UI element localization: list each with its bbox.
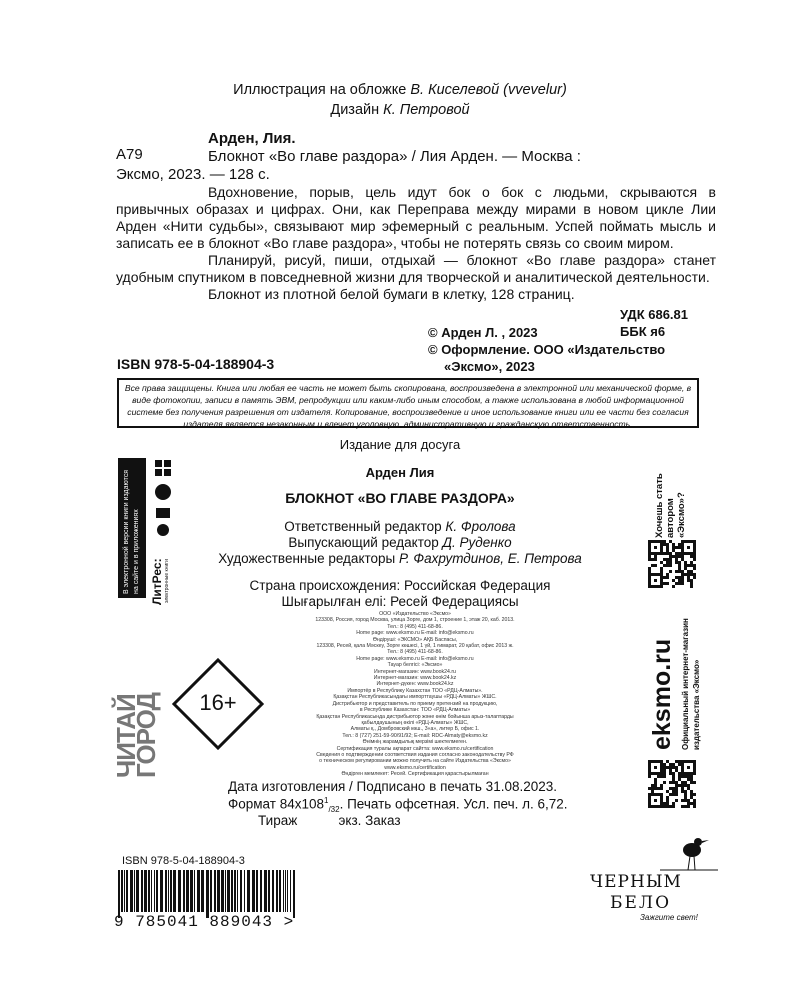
copyright-design-2: «Эксмо», 2023 — [444, 359, 535, 374]
responsible-editor-label: Ответственный редактор — [284, 519, 446, 534]
publisher-line: Дистрибьютор и представитель по приему претензий на продукцию, — [332, 700, 498, 707]
barcode-bar — [194, 870, 195, 912]
publisher-line: 123308, Россия, город Москва, улица Зорге, дом 1, строение 1, этаж 20, каб. 2013. — [315, 617, 515, 624]
barcode-bar — [237, 870, 238, 912]
tirage-line: Тираж экз. Заказ — [258, 813, 401, 828]
barcode-digits: 9 785041 889043 > — [114, 913, 295, 931]
eksmo-url: eksmo.ru — [648, 638, 676, 750]
publisher-line: Интернет-магазин: www.book24.kz — [373, 675, 457, 682]
bbk-code: ББК я6 — [620, 324, 666, 339]
design-credit-prefix: Дизайн — [330, 102, 384, 118]
publisher-line: Тел.: 8 (495) 411-68-86. — [387, 623, 443, 630]
barcode-bar — [210, 870, 212, 912]
responsible-editor — [200, 519, 600, 534]
publisher-line: қабылдаушының өкілі «РДЦ-Алматы» ЖШС, — [361, 719, 469, 726]
design-credit — [0, 100, 800, 120]
annotation-para-2: Планируй, рисуй, пиши, отдыхай — блокнот «Во главе раздора» станет удобным спутником в повседневной жизни для творческой и аналитической деятельности. — [116, 252, 716, 285]
publisher-line: ООО «Издательство «Эксмо» — [379, 611, 451, 617]
barcode-bar — [144, 870, 147, 912]
qr-code-icon — [648, 760, 696, 808]
art-editors-label: Художественные редакторы — [218, 551, 399, 566]
print-date: Дата изготовления / Подписано в печать 31.08.2023. — [228, 779, 557, 794]
logo-line2: БЕЛО — [610, 893, 672, 913]
publisher-line: 123308, Ресей, қала Мәскеу, Зорге көшесі, 1 үй, 1 ғимарат, 20 қабат, офис 2013 ж. — [316, 643, 514, 650]
publisher-line: Қазақстан Республикасында дистрибьютор және өнім бойынша арыз-талаптарды — [316, 713, 514, 720]
barcode-bar — [148, 870, 150, 912]
barcode-bar — [173, 870, 176, 912]
country-of-origin-kz: Шығарылған елі: Ресей Федерациясы — [281, 594, 519, 609]
library-title-line2: Эксмо, 2023. — 128 с. — [116, 166, 270, 183]
age-rating-badge — [172, 658, 264, 750]
publisher-line: Өндіруші: «ЭКСМО» АҚБ Баспасы, — [372, 636, 458, 643]
barcode-bar — [256, 870, 258, 912]
barcode-bar — [247, 870, 250, 912]
cover-credit-name: В. Киселевой (vvevelur) — [410, 82, 567, 98]
eksmo-sub: Официальный интернет-магазин издательства «Эксмо» — [681, 618, 701, 750]
library-annotation — [116, 184, 716, 303]
barcode-bar — [124, 870, 125, 912]
publisher-line: Home page: www.eksmo.ru E-mail: info@eksmo.ru — [356, 655, 474, 662]
format-subscript: /32 — [328, 805, 340, 815]
annotation-para-3: Блокнот из плотной белой бумаги в клетку, 128 страниц. — [208, 286, 575, 302]
barcode-bar — [130, 870, 133, 912]
barcode-bar — [225, 870, 226, 912]
publisher-line: о техническом регулировании можно получить на сайте Издательства «Эксмо» — [319, 758, 511, 765]
publisher-line: Импортёр в Республику Казахстан ТОО «РДЦ-Алматы». — [347, 687, 483, 694]
platform-icons — [152, 458, 174, 538]
barcode-bar — [285, 870, 286, 912]
barcode-bar — [168, 870, 169, 912]
design-credit-name: К. Петровой — [383, 102, 470, 118]
chitai-gorod-text: ЧИТАЙ ГОРОД — [111, 692, 161, 778]
logo-tagline: Зажгите свет! — [640, 913, 698, 922]
barcode-bar — [165, 870, 167, 912]
litres-banner-text: В электронной версии книги издаются на сайте и в приложениях — [123, 469, 140, 594]
barcode-bar — [214, 870, 216, 912]
barcode-bar — [244, 870, 245, 912]
barcode-bar — [217, 870, 220, 912]
qr-code-icon — [648, 540, 696, 588]
barcode-bar — [283, 870, 284, 912]
art-editors — [200, 551, 600, 566]
barcode-bar — [170, 870, 172, 912]
litres-banner — [118, 458, 146, 598]
app-store-icons — [152, 458, 174, 538]
cover-credit-prefix: Иллюстрация на обложке — [233, 82, 411, 98]
format-prefix: Формат 84x108 — [228, 796, 324, 812]
barcode-bar — [221, 870, 224, 912]
release-editor-label: Выпускающий редактор — [288, 535, 443, 550]
library-title-line: Блокнот «Во главе раздора» / Лия Арден. — Москва : — [208, 148, 581, 165]
barcode-bar — [134, 870, 135, 912]
barcode-bar — [240, 870, 242, 912]
barcode-bar — [206, 870, 209, 918]
print-format — [228, 796, 568, 814]
barcode-bar — [154, 870, 155, 912]
barcode-bar — [121, 870, 123, 912]
country-of-origin: Страна происхождения: Российская Федерация — [249, 578, 551, 593]
barcode-bar — [287, 870, 288, 912]
barcode-bar — [264, 870, 267, 912]
barcode-bar — [156, 870, 158, 912]
barcode-bar — [293, 870, 295, 918]
format-suffix: . Печать офсетная. Усл. печ. л. 6,72. — [339, 796, 568, 812]
release-editor-name: Д. Руденко — [442, 535, 512, 550]
barcode-bar — [260, 870, 262, 912]
isbn-top: ISBN 978-5-04-188904-3 — [117, 356, 275, 372]
logo-line1: ЧЕРНЫМ — [590, 872, 682, 892]
bird-drawing — [660, 828, 720, 876]
qr-code-bottom — [648, 760, 696, 808]
barcode-bar — [272, 870, 274, 912]
barcode-bar — [227, 870, 230, 912]
annotation-para-1: Вдохновение, порыв, цель идут бок о бок с людьми, скрываются в привычных образах и цифрах. Они, как Переправа между мирами в новом цикле Лии Арден «Нити судьбы», связывают мир эфемерный с реальным. Успей поймать мысль и записать ее в блокнот «Во главе раздора», чтобы не потерять связь со своим миром. — [116, 184, 716, 251]
age-rating-text: 16+ — [199, 690, 237, 715]
format-superscript: 1 — [324, 796, 329, 805]
publisher-line: Тауар белгісі: «Эксмо» — [387, 662, 443, 669]
publisher-line: в Республике Казахстан: ТОО «РДЦ-Алматы» — [359, 707, 471, 714]
barcode-bar — [231, 870, 233, 912]
chitai-gorod-logo — [111, 630, 161, 778]
barcode-bar — [268, 870, 270, 912]
edition-type: Издание для досуга — [339, 437, 461, 452]
publisher-line: Сведения о подтверждении соответствия издания согласно законодательству РФ — [316, 751, 514, 758]
cover-illustration-credit — [0, 80, 800, 100]
barcode-bar — [190, 870, 193, 912]
barcode-bars — [118, 870, 298, 916]
publisher-line: Өнімнің жарамдылық мерзімі шектелмеген. — [362, 739, 468, 746]
rights-notice-text: Все права защищены. Книга или любая ее часть не может быть скопирована, воспроизведена в электронной или механической форме, в виде фотокопии, записи в память ЭВМ, репродукции или каким-либо иным способом, а также использована в любой информационной системе без получения разрешения от издателя. Копирование, воспроизведение и иное использование книги или ее части без согласия издателя является незаконным и влечет уголовную, административную и гражданскую ответственность. — [124, 383, 692, 429]
imprint-author: Арден Лия — [365, 465, 435, 480]
litres-brand: ЛитРес: — [150, 558, 164, 605]
publisher-line: Интернет-магазин: www.book24.ru — [374, 668, 456, 675]
barcode-bar — [197, 870, 200, 912]
barcode-bar — [252, 870, 255, 912]
barcode-bar — [126, 870, 128, 912]
barcode-bar — [234, 870, 236, 912]
litres-sub: электронные книги — [164, 559, 170, 603]
responsible-editor-name: К. Фролова — [445, 519, 516, 534]
publisher-line: Өндірген мемлекет: Ресей. Сертификация қарастырылмаған — [341, 771, 489, 778]
publisher-line: Сертификация туралы ақпарат сайтта: www.eksmo.ru/certification — [336, 745, 494, 752]
publisher-line: www.eksmo.ru/certification — [384, 764, 446, 771]
publisher-line: Тел.: 8 (495) 411-68-86. — [387, 649, 443, 656]
library-code: А79 — [116, 146, 143, 163]
barcode-bar — [178, 870, 181, 912]
publisher-line: Алматы қ., Домбровский көш., 3«а», литер Б, офис 1. — [350, 726, 480, 733]
barcode-bar — [183, 870, 185, 912]
bird-icon — [660, 828, 720, 876]
publisher-line: Интернет-дүкен: www.book24.kz — [376, 681, 454, 688]
barcode-bar — [201, 870, 204, 912]
publisher-line: Home page: www.eksmo.ru E-mail: info@eksmo.ru — [356, 630, 474, 637]
barcode-bar — [136, 870, 139, 912]
imprint-title: БЛОКНОТ «ВО ГЛАВЕ РАЗДОРА» — [285, 490, 515, 506]
udk-code: УДК 686.81 — [620, 307, 688, 322]
author-invite-text: Хочешь стать автором «Эксмо»? — [654, 473, 687, 538]
barcode-bar — [118, 870, 120, 918]
copyright-design: © Оформление. ООО «Издательство — [428, 342, 666, 357]
publisher-small-print — [280, 611, 550, 778]
rights-notice-box — [117, 378, 699, 428]
library-author: Арден, Лия. — [208, 130, 296, 147]
barcode-bar — [141, 870, 143, 912]
qr-code-top — [648, 540, 696, 588]
barcode-bar — [276, 870, 278, 912]
publisher-line: Тел.: 8 (727) 251-59-90/91/92; E-mail: RDC-Almaty@eksmo.kz — [342, 732, 488, 739]
release-editor — [200, 535, 600, 550]
art-editors-names: Р. Фахрутдинов, Е. Петрова — [399, 551, 582, 566]
barcode-bar — [186, 870, 189, 912]
publisher-line: Қазақстан Республикасындағы импорттаушы «РДЦ-Алматы» ЖШС. — [333, 694, 497, 701]
barcode-bar — [151, 870, 152, 912]
copyright-author: © Арден Л. , 2023 — [428, 325, 538, 340]
barcode-bar — [290, 870, 291, 912]
barcode-bar — [279, 870, 281, 912]
barcode-isbn: ISBN 978-5-04-188904-3 — [122, 855, 245, 867]
barcode-bar — [160, 870, 163, 912]
